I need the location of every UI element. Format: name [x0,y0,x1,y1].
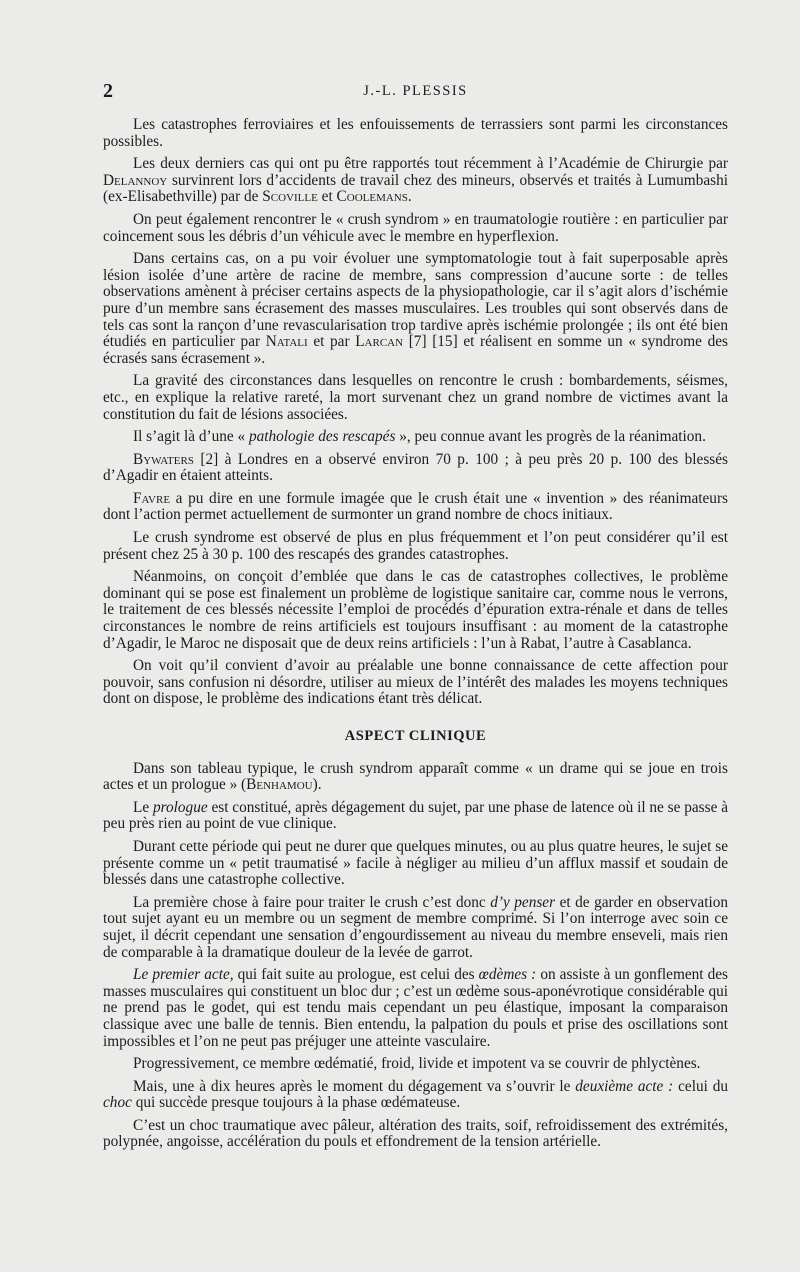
paragraph: On voit qu’il convient d’avoir au préalable une bonne connaissance de cette affection pour pouvoir, sans confusion ni désordre, utiliser au mieux de l’intérêt des malades les moyens techniques dont on dispose, le problème des indications étant très délicat. [103,657,728,708]
paragraph: On peut également rencontrer le « crush syndrom » en traumatologie routière : en particulier par coincement sous les débris d’un véhicule avec le membre en hyperflexion. [103,210,728,245]
emphasis: deuxième acte : [575,1077,674,1095]
emphasis: prologue [152,798,208,816]
emphasis: œdèmes : [478,966,537,984]
paragraph: Néanmoins, on conçoit d’emblée que dans le cas de catastrophes collectives, le problème dominant qui se pose est finalement un problème de logistique sanitaire car, comme nous le verrons, le traitement de ces blessés nécessite l’emploi de procédés d’épuration extra-rénale et dans de telles circonstances le nombre de reins artificiels est toujours insuffisant : au moment de la catastrophe d’Agadir, le Maroc ne disposait que de deux reins artificiels : l’un à Rabat, l’autre à Casablanca. [103,568,728,652]
paragraph: Progressivement, ce membre œdématié, froid, livide et impotent va se couvrir de phlyctènes. [133,1055,701,1073]
paragraph: La première chose à faire pour traiter le crush c’est donc d’y penser et de garder en observation tout sujet ayant eu un membre ou un segment de membre comprimé. Si l’on interroge avec soin ce sujet, il décrit cependant une sensation d’engourdissement au niveau du membre enseveli, mais rien de comparable à la dramatique douleur de la levée de garrot. [103,893,729,961]
page-body [103,117,728,1157]
running-head-author: J.-L. PLESSIS [363,83,468,99]
paragraph: Il s’agit là d’une « pathologie des rescapés », peu connue avant les progrès de la réanimation. [133,428,706,446]
paragraph: Le premier acte, qui fait suite au prologue, est celui des œdèmes : on assiste à un gonflement des masses musculaires qui constituent un bloc dur ; c’est un œdème sous-aponévrotique considérable qui ne prend pas le godet, qui est tendu mais cependant un peu élastique, imposant la comparaison classique avec une balle de tennis. Bien entendu, la palpation du pouls et prise des oscillations sont impossibles et l’on ne peut pas préjuger une atteinte vasculaire. [103,966,728,1050]
emphasis: choc [103,1094,132,1112]
author-name: Bywaters [133,450,194,468]
paragraph: Durant cette période qui peut ne durer que quelques minutes, ou au plus quatre heures, le sujet se présente comme un « petit traumatisé » facile à négliger au milieu d’un afflux massif et soudain de blessés dans une catastrophe collective. [103,837,728,889]
paragraph: Bywaters [2] à Londres en a observé environ 70 p. 100 ; à peu près 20 p. 100 des blessés d’Agadir en étaient atteints. [103,450,728,485]
emphasis: Le premier acte, [133,966,234,984]
author-name: Delannoy [103,171,168,189]
paragraph: Dans certains cas, on a pu voir évoluer une symptomatologie tout à fait superposable après lésion isolée d’une artère de racine de membre, sans compression d’aucune sorte : de telles observations amènent à préciser certains aspects de la physiopathologie, car il s’agit alors d’ischémie pure d’un membre sans écrasement des masses musculaires. Les troubles qui sont observés dans de tels cas sont la rançon d’une revascularisation trop tardive après ischémie prolongée ; ils ont été bien étudiés en particulier par Natali et par Larcan [7] [15] et réalisent en somme un « syndrome des écrasés sans écrasement ». [103,250,728,367]
author-name: Scoville [262,188,318,206]
page-number: 2 [103,80,113,102]
paragraph: Le crush syndrome est observé de plus en plus fréquemment et l’on peut considérer qu’il est présent chez 25 à 30 p. 100 des rescapés des grandes catastrophes. [103,529,728,563]
author-name: Larcan [355,333,404,351]
author-name: Natali [265,333,308,351]
author-name: Benhamou [246,776,313,794]
page-header [103,80,728,106]
paragraph: C’est un choc traumatique avec pâleur, altération des traits, soif, refroidissement des extrémités, polypnée, angoisse, accélération du pouls et effondrement de la tension artérielle. [103,1116,728,1151]
section-heading: ASPECT CLINIQUE [344,728,487,744]
paragraph: La gravité des circonstances dans lesquelles on rencontre le crush : bombardements, séismes, etc., en explique la relative rareté, la mort survenant chez un grand nombre de victimes avant la constitution du fait de lésions associées. [103,372,728,423]
author-name: Coolemans [336,188,408,206]
emphasis: d’y penser [490,893,556,911]
author-name: Favre [133,489,171,507]
paragraph: Favre a pu dire en une formule imagée que le crush était une « invention » des réanimateurs dont l’action permet actuellement de surmonter un grand nombre de chocs initiaux. [103,489,728,524]
paragraph: Les deux derniers cas qui ont pu être rapportés tout récemment à l’Académie de Chirurgie par Delannoy survinrent lors d’accidents de travail chez des mineurs, observés et traités à Lumumbashi (ex-Elisabethville) par de Scoville et Coolemans. [103,155,728,206]
paragraph: Mais, une à dix heures après le moment du dégagement va s’ouvrir le deuxième acte : celui du choc qui succède presque toujours à la phase œdémateuse. [103,1077,728,1112]
paragraph: Dans son tableau typique, le crush syndrom apparaît comme « un drame qui se joue en trois actes et un prologue » (Benhamou). [103,759,728,794]
paragraph: Les catastrophes ferroviaires et les enfouissements de terrassiers sont parmi les circonstances possibles. [103,116,728,150]
paragraph: Le prologue est constitué, après dégagement du sujet, par une phase de latence où il ne se passe à peu près rien au point de vue clinique. [103,798,728,833]
emphasis: pathologie des rescapés [248,428,396,446]
